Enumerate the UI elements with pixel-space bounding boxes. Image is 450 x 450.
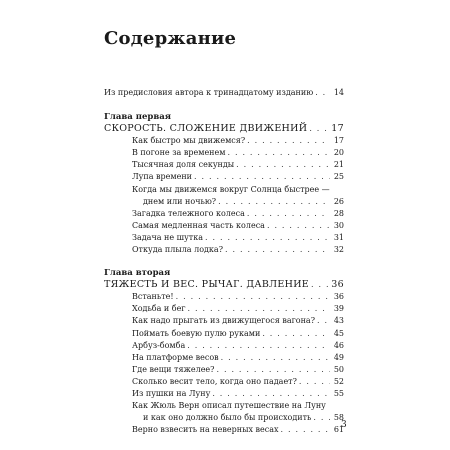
toc-entry-continuation [132, 196, 344, 208]
page-title: Содержание [104, 28, 237, 49]
toc-entry-page: 39 [333, 304, 344, 314]
toc-entry-continuation [132, 412, 344, 424]
toc-entry[interactable] [132, 315, 344, 327]
chapter-title: СКОРОСТЬ. СЛОЖЕНИЕ ДВИЖЕНИЙ [104, 123, 308, 135]
leader-dots [212, 388, 330, 400]
toc-entry-label: Лупа времени [132, 172, 193, 182]
toc-entry-page: 26 [333, 196, 344, 206]
leader-dots [188, 303, 330, 315]
leader-dots [315, 87, 330, 99]
leader-dots [205, 232, 330, 244]
toc-entry-label: Поймать боевую пулю руками [132, 328, 261, 338]
toc-entry-label: Арбуз-бомба [132, 340, 186, 350]
toc-entry-label: и как оно должно было бы происходить [143, 413, 312, 423]
leader-dots [247, 135, 330, 147]
toc-entry-page: 61 [333, 425, 344, 435]
toc-entry[interactable] [132, 244, 344, 256]
toc-entry-page: 46 [333, 340, 344, 350]
toc-entry-page: 30 [333, 220, 344, 230]
toc-entry-page: 36 [333, 292, 344, 302]
toc-entry-multiline[interactable] [132, 184, 344, 208]
toc-entry-page: 20 [333, 148, 344, 158]
toc-entry[interactable] [132, 328, 344, 340]
leader-dots [262, 328, 330, 340]
toc-entry-page: 14 [333, 88, 344, 97]
toc-entry-page: 17 [331, 123, 344, 135]
toc-entry-page: 52 [333, 376, 344, 386]
toc-entry-label: Ходьба и бег [132, 304, 186, 314]
toc-entry-label: Из пушки на Луну [132, 388, 211, 398]
leader-dots [194, 171, 330, 183]
leader-dots [187, 340, 330, 352]
page-number: 3 [341, 420, 347, 430]
toc-entry-label: Когда мы движемся вокруг Солнца быстрее — [132, 184, 330, 194]
toc-entry-label: В погоне за временем [132, 148, 226, 158]
leader-dots [247, 208, 330, 220]
toc-entry[interactable] [132, 303, 344, 315]
toc-entry-label: Где вещи тяжелее? [132, 364, 215, 374]
chapter-title: ТЯЖЕСТЬ И ВЕС. РЫЧАГ. ДАВЛЕНИЕ [104, 279, 310, 291]
leader-dots [281, 424, 331, 436]
toc-entry-multiline[interactable] [132, 400, 344, 424]
chapter-title-entry[interactable] [104, 123, 344, 135]
toc-entry-page: 55 [333, 388, 344, 398]
table-of-contents [104, 87, 344, 436]
toc-entry[interactable] [132, 352, 344, 364]
toc-entry[interactable] [132, 376, 344, 388]
toc-entry-page: 49 [333, 352, 344, 362]
toc-entry-page: 17 [333, 136, 344, 146]
toc-entry-label: Загадка тележного колеса [132, 208, 245, 218]
leader-dots [313, 412, 330, 424]
chapter-title-entry[interactable] [104, 279, 344, 291]
toc-entry-page: 36 [331, 279, 344, 291]
toc-entry[interactable] [132, 232, 344, 244]
toc-entry-label: Как Жюль Верн описал путешествие на Луну [132, 401, 326, 411]
toc-entry[interactable] [132, 208, 344, 220]
toc-entry[interactable] [132, 159, 344, 171]
toc-entry[interactable] [132, 220, 344, 232]
toc-entry-label: днем или ночью? [143, 196, 217, 206]
leader-dots [225, 244, 330, 256]
chapter-label: Глава вторая [104, 268, 171, 279]
leader-dots [309, 123, 329, 135]
toc-entry-label: Как надо прыгать из движущегося вагона? [132, 316, 315, 326]
leader-dots [236, 159, 330, 171]
leader-dots [311, 279, 329, 291]
toc-entry-page: 21 [333, 160, 344, 170]
toc-entry-page: 45 [333, 328, 344, 338]
chapter-label: Глава первая [104, 112, 172, 123]
toc-entry-label: На платформе весов [132, 352, 219, 362]
leader-dots [317, 315, 330, 327]
toc-entry[interactable] [132, 147, 344, 159]
leader-dots [176, 291, 330, 303]
toc-entry-page: 32 [333, 245, 344, 255]
toc-entry[interactable] [132, 388, 344, 400]
toc-entry[interactable] [132, 364, 344, 376]
toc-entry-label: Встаньте! [132, 292, 174, 302]
toc-entry-label: Сколько весит тело, когда оно падает? [132, 376, 297, 386]
toc-entry-page: 25 [333, 172, 344, 182]
toc-entry-page: 28 [333, 208, 344, 218]
toc-entry-label: Как быстро мы движемся? [132, 136, 246, 146]
toc-entry-page: 43 [333, 316, 344, 326]
toc-entry[interactable] [132, 291, 344, 303]
leader-dots [299, 376, 330, 388]
toc-entry-label: Тысячная доля секунды [132, 160, 235, 170]
toc-entry-page: 50 [333, 364, 344, 374]
toc-entry[interactable] [132, 424, 344, 436]
toc-entry-label: Из предисловия автора к тринадцатому изданию [104, 88, 314, 97]
toc-entry-label: Откуда плыла лодка? [132, 245, 223, 255]
toc-entry[interactable] [132, 135, 344, 147]
toc-entry-page: 31 [333, 232, 344, 242]
leader-dots [221, 352, 330, 364]
toc-entry-label: Верно взвесить на неверных весах [132, 425, 279, 435]
toc-entry-page: 58 [333, 413, 344, 423]
toc-entry[interactable] [132, 340, 344, 352]
leader-dots [227, 147, 330, 159]
toc-entry-label: Самая медленная часть колеса [132, 220, 265, 230]
toc-entry[interactable] [132, 171, 344, 183]
toc-entry-preface[interactable] [104, 87, 344, 99]
leader-dots [216, 364, 330, 376]
leader-dots [267, 220, 330, 232]
leader-dots [218, 196, 330, 208]
toc-entry-label: Задача не шутка [132, 232, 203, 242]
